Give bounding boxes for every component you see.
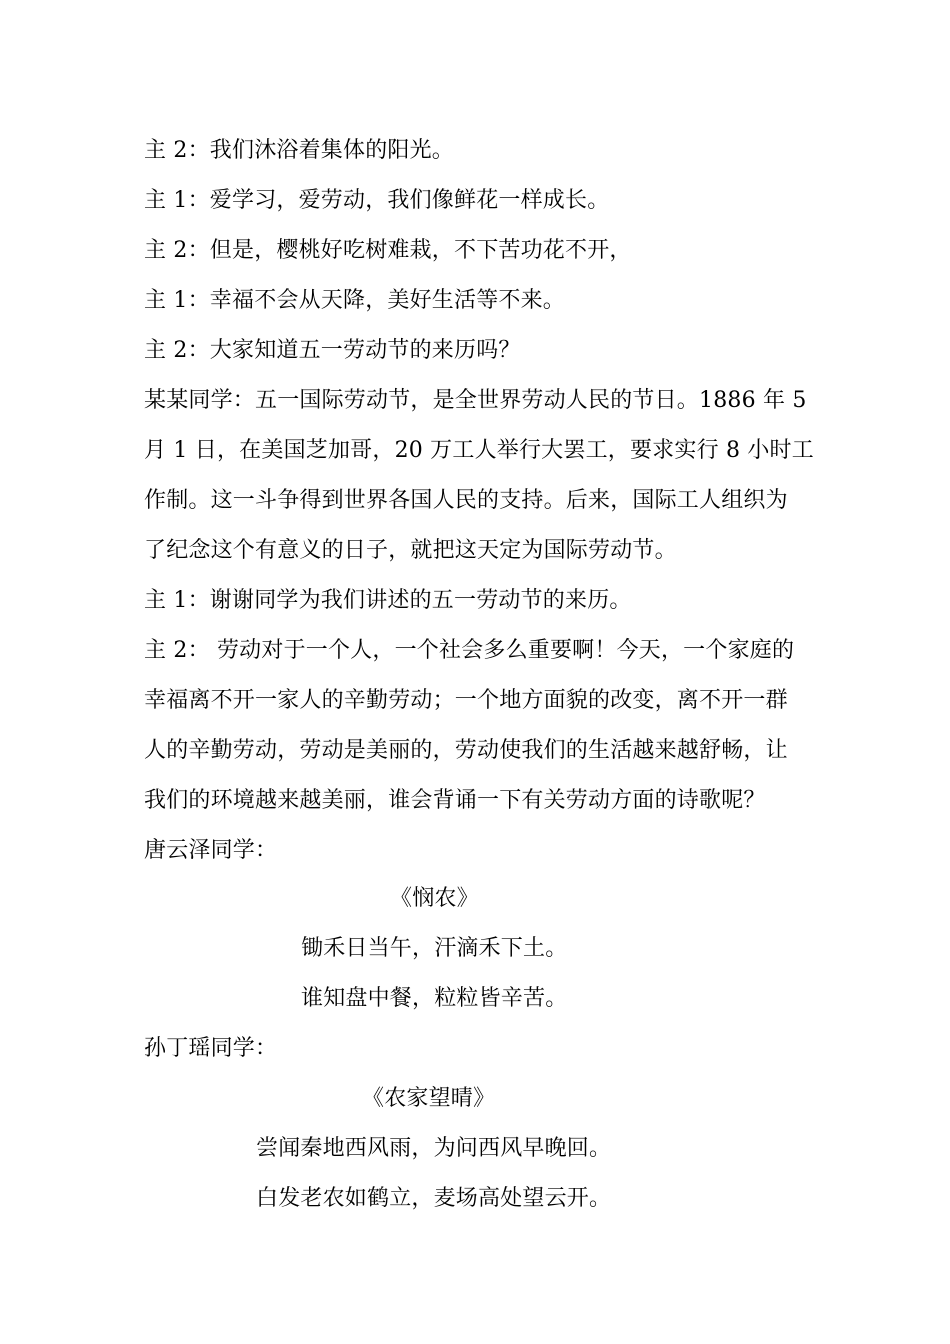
paragraph-line: 作制。这一斗争得到世界各国人民的支持。后来，国际工人组织为 [144,488,788,513]
speaker-label: 孙丁瑶同学： [144,1036,278,1061]
poem-line: 锄禾日当午，汗滴禾下土。 [301,936,568,961]
paragraph-line: 我们的环境越来越美丽，谁会背诵一下有关劳动方面的诗歌呢？ [144,788,766,813]
paragraph-line: 月 1 日，在美国芝加哥，20 万工人举行大罢工，要求实行 8 小时工 [144,438,814,463]
paragraph-line: 主 2： 劳动对于一个人，一个社会多么重要啊！今天，一个家庭的 [144,638,795,663]
paragraph-line: 人的辛勤劳动，劳动是美丽的，劳动使我们的生活越来越舒畅，让 [144,738,788,763]
speaker-label: 唐云泽同学： [144,838,278,863]
dialogue-line: 主 2：我们沐浴着集体的阳光。 [144,138,454,163]
poem-title: 《农家望晴》 [362,1086,496,1111]
dialogue-line: 主 1：谢谢同学为我们讲述的五一劳动节的来历。 [144,588,632,613]
poem-line: 谁知盘中餐，粒粒皆辛苦。 [301,986,568,1011]
paragraph-line: 幸福离不开一家人的辛勤劳动；一个地方面貌的改变，离不开一群 [144,688,788,713]
poem-line: 尝闻秦地西风雨，为问西风早晚回。 [256,1136,612,1161]
dialogue-line: 主 2：大家知道五一劳动节的来历吗？ [144,338,521,363]
dialogue-line: 主 1：幸福不会从天降，美好生活等不来。 [144,288,565,313]
dialogue-line: 主 1：爱学习，爱劳动，我们像鲜花一样成长。 [144,188,610,213]
poem-line: 白发老农如鹤立，麦场高处望云开。 [256,1186,612,1211]
poem-title: 《悯农》 [390,886,479,911]
paragraph-line: 某某同学：五一国际劳动节，是全世界劳动人民的节日。1886 年 5 [144,388,807,413]
dialogue-line: 主 2：但是，樱桃好吃树难栽，不下苦功花不开， [144,238,632,263]
paragraph-line: 了纪念这个有意义的日子，就把这天定为国际劳动节。 [144,538,677,563]
